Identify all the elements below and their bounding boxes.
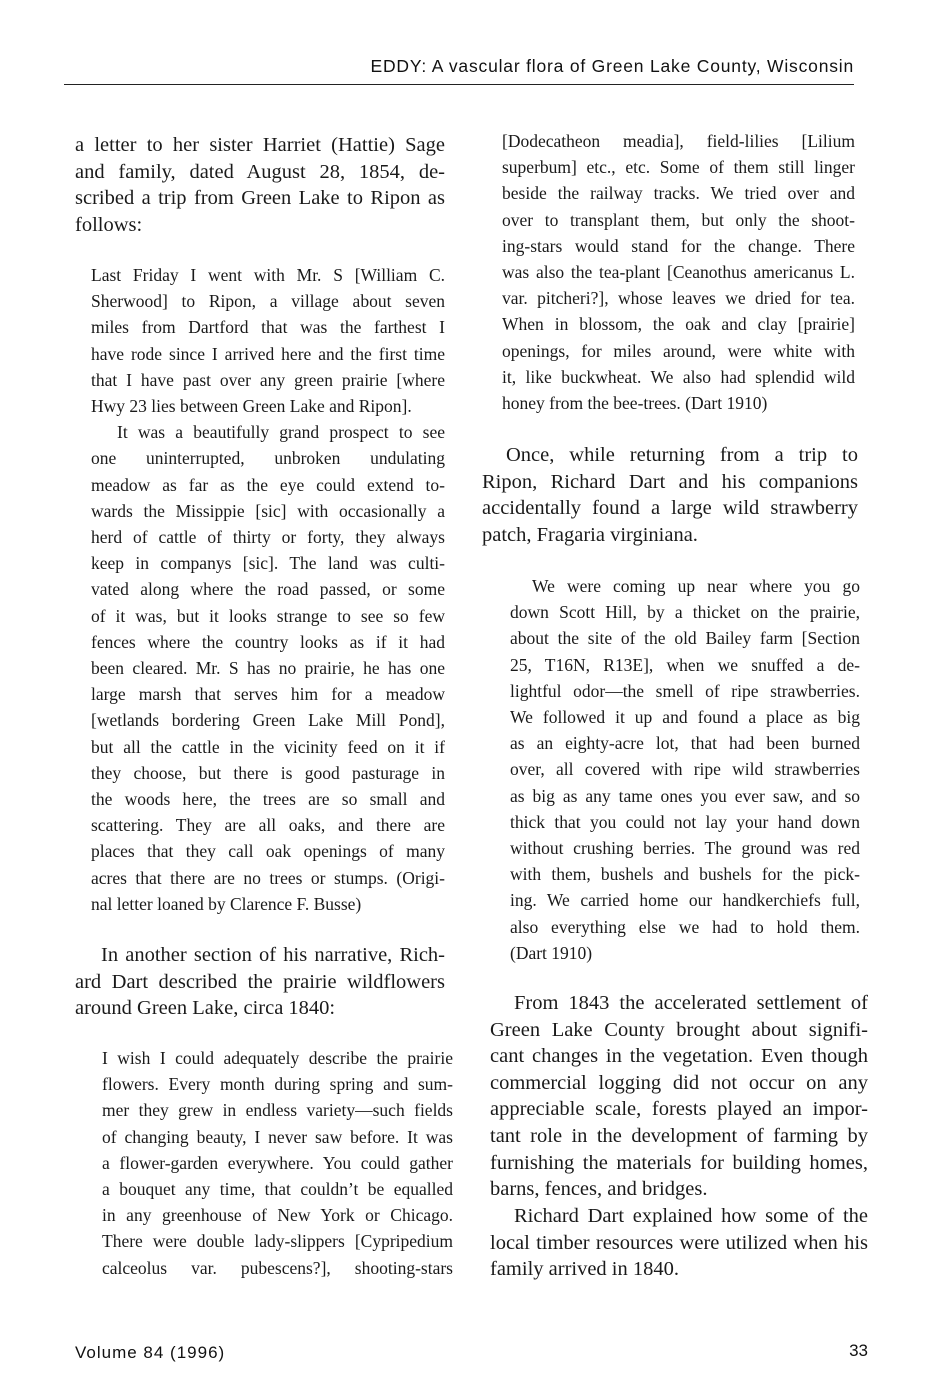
text-line: ing. We carried home our handkerchiefs full, <box>510 890 860 911</box>
text-line: furnishing the materials for building homes, <box>490 1151 868 1174</box>
text-line: large marsh that serves him for a meadow <box>91 684 445 705</box>
text-line: family arrived in 1840. <box>490 1258 680 1281</box>
text-line: openings, for miles around, were white with <box>502 340 855 361</box>
text-line: herd of cattle of thirty or forty, they always <box>91 527 445 548</box>
text-line: fences where the country looks as if it had <box>91 631 445 652</box>
text-line: it, like buckwheat. We also had splendid wild <box>502 366 855 387</box>
text-line: places that they call oak openings of many <box>91 841 445 862</box>
paragraph-strawberry-intro <box>482 442 858 548</box>
blockquote-strawberries <box>510 573 860 966</box>
text-line: vated along where the road passed, or some <box>91 579 445 600</box>
text-line: lightful odor—the smell of ripe strawberries. <box>510 680 860 701</box>
text-line: Ripon, Richard Dart and his companions <box>482 470 858 493</box>
text-line: a bouquet any time, that couldn’t be equalled <box>102 1179 453 1200</box>
text-line: they choose, but there is good pasturage in <box>91 762 445 783</box>
text-line: superbum] etc., etc. Some of them still linger <box>502 157 855 178</box>
paragraph-timber <box>490 1203 868 1283</box>
footer-volume: Volume 84 (1996) <box>75 1343 226 1362</box>
text-line: Green Lake County brought about signifi- <box>490 1018 868 1041</box>
text-line: meadow as far as the eye could extend to- <box>91 474 445 495</box>
text-line: of it was, but it looks strange to see so few <box>91 605 445 626</box>
header-rule <box>64 84 854 85</box>
text-line: calceolus var. pubescens?], shooting-stars <box>102 1257 453 1278</box>
text-line: mer they grew in endless variety—such fields <box>102 1100 453 1121</box>
text-line: patch, Fragaria virginiana. <box>482 523 698 546</box>
text-line: down Scott Hill, by a thicket on the prairie, <box>510 602 860 623</box>
text-line: been cleared. Mr. S has no prairie, he has one <box>91 658 445 679</box>
blockquote-wildflowers <box>102 1045 453 1281</box>
text-line: [Dodecatheon meadia], field-lilies [Lilium <box>502 131 855 151</box>
blockquote-letter <box>91 262 445 917</box>
text-line: Sherwood] to Ripon, a village about seven <box>91 291 445 312</box>
text-line: (Dart 1910) <box>510 942 593 963</box>
text-line: was also the tea-plant [Ceanothus americanus L. <box>502 262 855 283</box>
running-header: EDDY: A vascular flora of Green Lake County, Wisconsin <box>370 56 854 76</box>
text-line: scattering. They are all oaks, and there are <box>91 815 445 836</box>
text-line: over, all covered with ripe wild strawberries <box>510 759 860 780</box>
text-line: keep in companys [sic]. The land was culti- <box>91 553 445 574</box>
paragraph-letter-intro <box>75 132 445 238</box>
text-line: 25, T16N, R13E], when we snuffed a de- <box>510 654 860 675</box>
text-line: ard Dart described the prairie wildflowers <box>75 970 445 993</box>
text-line: ing-stars would stand for the change. There <box>502 235 855 256</box>
text-line: have rode since I arrived here and the first time <box>91 343 445 364</box>
paragraph-settlement <box>490 990 868 1203</box>
text-line: a flower-garden everywhere. You could gather <box>102 1152 453 1173</box>
text-line: miles from Dartford that was the farthest I <box>91 317 445 338</box>
paragraph-wildflowers-intro <box>75 942 445 1022</box>
text-line: also everything else we had to hold them. <box>510 916 860 937</box>
text-line: one uninterrupted, unbroken undulating <box>91 448 445 469</box>
text-line: scribed a trip from Green Lake to Ripon as <box>75 187 445 210</box>
text-line: the woods here, the trees are so small and <box>91 789 445 810</box>
text-line: We followed it up and found a place as big <box>510 707 860 728</box>
text-line: a letter to her sister Harriet (Hattie) Sage <box>75 134 445 156</box>
text-line: about the site of the old Bailey farm [Section <box>510 628 860 649</box>
text-line: but all the cattle in the vicinity feed on it if <box>91 736 445 757</box>
text-line: Last Friday I went with Mr. S [William C. <box>91 265 445 285</box>
text-line: Richard Dart explained how some of the <box>514 1205 868 1227</box>
text-line: Once, while returning from a trip to <box>506 444 858 466</box>
text-line: local timber resources were utilized when his <box>490 1231 868 1254</box>
text-line: nal letter loaned by Clarence F. Busse) <box>91 893 362 914</box>
text-line: in any greenhouse of New York or Chicago. <box>102 1205 453 1226</box>
text-line: cant changes in the vegetation. Even though <box>490 1045 868 1068</box>
text-line: commercial logging did not occur on any <box>490 1071 868 1094</box>
text-line: [wetlands bordering Green Lake Mill Pond], <box>91 710 445 731</box>
text-line: as an eighty-acre lot, that had been burned <box>510 733 860 754</box>
text-line: barns, fences, and bridges. <box>490 1178 708 1201</box>
text-line: that I have past over any green prairie [where <box>91 369 445 390</box>
text-line: accidentally found a large wild strawberry <box>482 497 858 520</box>
text-line: and family, dated August 28, 1854, de- <box>75 160 445 183</box>
text-line: honey from the bee-trees. (Dart 1910) <box>502 393 768 414</box>
text-line: var. pitcheri?], whose leaves we dried for tea. <box>502 288 855 309</box>
text-line: tant role in the development of farming by <box>490 1124 868 1147</box>
text-line: wards the Missippie [sic] with occasionally a <box>91 500 445 521</box>
text-line: acres that there are no trees or stumps. (Origi- <box>91 867 445 888</box>
page-number: 33 <box>849 1341 868 1360</box>
text-line: follows: <box>75 213 143 236</box>
text-line: beside the railway tracks. We tried over and <box>502 183 855 204</box>
text-line: without crushing berries. The ground was red <box>510 838 860 859</box>
blockquote-wildflowers-continued <box>502 128 855 416</box>
text-line: In another section of his narrative, Rich- <box>101 944 445 966</box>
text-line: It was a beautifully grand prospect to see <box>117 422 445 443</box>
text-line: I wish I could adequately describe the prairie <box>102 1048 453 1068</box>
text-line: as big as any tame ones you ever saw, and so <box>510 785 860 806</box>
text-line: We were coming up near where you go <box>532 576 860 596</box>
text-line: There were double lady-slippers [Cypripedium <box>102 1231 453 1252</box>
text-line: From 1843 the accelerated settlement of <box>514 992 868 1014</box>
text-line: of changing beauty, I never saw before. It was <box>102 1126 453 1147</box>
text-line: thick that you could not lay your hand down <box>510 811 860 832</box>
text-line: appreciable scale, forests played an impor- <box>490 1098 868 1121</box>
text-line: Hwy 23 lies between Green Lake and Ripon]. <box>91 396 412 417</box>
text-line: When in blossom, the oak and clay [prairie] <box>502 314 855 335</box>
text-line: with them, bushels and bushels for the pick- <box>510 864 860 885</box>
text-line: flowers. Every month during spring and sum- <box>102 1074 453 1095</box>
text-line: over to transplant them, but only the shoot- <box>502 209 855 230</box>
text-line: around Green Lake, circa 1840: <box>75 997 336 1020</box>
